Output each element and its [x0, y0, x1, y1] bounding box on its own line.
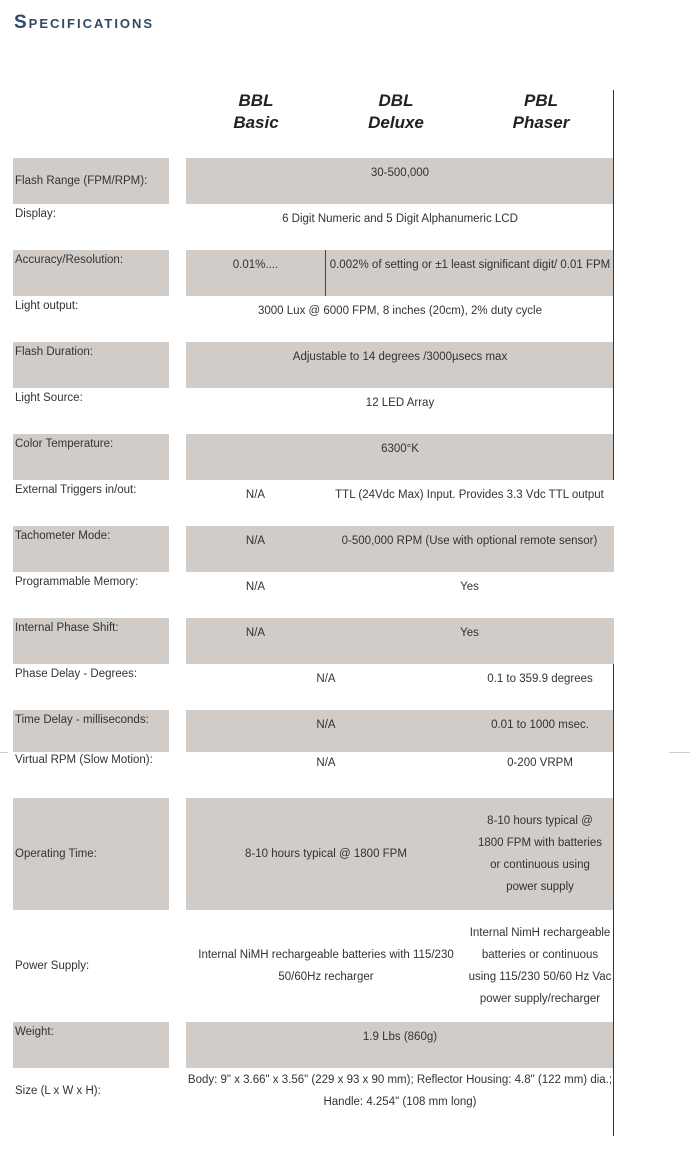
column-header-dbl: [321, 90, 471, 134]
spec-row-operating-time: [0, 798, 690, 910]
column-header-pbl: [466, 90, 616, 134]
column-header-model: PBL: [524, 91, 558, 110]
spec-value-pbl: 0.01 to 1000 msec.: [466, 710, 614, 752]
spec-value-all: 6300°K: [186, 434, 614, 480]
column-header-bbl: [181, 90, 331, 134]
spec-value-dbl-pbl: 0-500,000 RPM (Use with optional remote sensor): [325, 526, 614, 572]
spec-value-bbl: N/A: [245, 581, 266, 593]
spec-value-all: 3000 Lux @ 6000 FPM, 8 inches (20cm), 2% duty cycle: [258, 305, 542, 317]
spec-label: External Triggers in/out:: [15, 484, 137, 496]
spec-label: Time Delay - milliseconds:: [13, 710, 169, 752]
spec-label: Accuracy/Resolution:: [13, 250, 169, 296]
column-header-variant: Phaser: [512, 113, 570, 132]
spec-label: Virtual RPM (Slow Motion):: [15, 754, 153, 766]
spec-value-dbl-pbl: Yes: [460, 581, 479, 593]
spec-row-phase-delay: [0, 664, 690, 710]
spec-label: Color Temperature:: [13, 434, 169, 480]
spec-row-accuracy: [0, 250, 690, 296]
right-border-line: [613, 90, 614, 480]
spec-label: Operating Time:: [13, 798, 169, 910]
spec-label: Tachometer Mode:: [13, 526, 169, 572]
left-edge-tick: [0, 752, 8, 753]
spec-label: Size (L x W x H):: [15, 1085, 101, 1097]
page-title: Specifications: [14, 12, 155, 33]
spec-value-bbl-dbl: Internal NiMH rechargeable batteries with 115/230 50/60Hz recharger: [198, 949, 454, 983]
spec-row-flash-duration: [0, 342, 690, 388]
spec-value-bbl: 0.01%....: [186, 250, 325, 296]
spec-value-pbl: 8-10 hours typical @ 1800 FPM with batteries or continuous using power supply: [466, 798, 614, 910]
spec-label: Light output:: [15, 300, 79, 312]
spec-row-weight: [0, 1022, 690, 1068]
spec-row-display: [0, 204, 690, 250]
spec-value-pbl: 0-200 VRPM: [507, 757, 573, 769]
spec-row-power-supply: [0, 910, 690, 1022]
spec-label: Light Source:: [15, 392, 83, 404]
column-header-model: DBL: [378, 91, 414, 110]
spec-value-bbl: N/A: [245, 489, 266, 501]
spec-label: Power Supply:: [15, 960, 90, 972]
spec-label: Weight:: [13, 1022, 169, 1068]
spec-label: Phase Delay - Degrees:: [15, 668, 138, 680]
column-header-variant: Basic: [233, 113, 279, 132]
spec-label: Flash Range (FPM/RPM):: [13, 158, 169, 204]
spec-row-size: [0, 1068, 690, 1114]
spec-value-all: Body: 9" x 3.66" x 3.56" (229 x 93 x 90 mm); Reflector Housing: 4.8" (122 mm) dia.; Handle: 4.254" (108 mm long): [187, 1074, 613, 1108]
spec-value-bbl: N/A: [186, 618, 325, 664]
spec-row-light-output: [0, 296, 690, 342]
spec-label: Flash Duration:: [13, 342, 169, 388]
spec-row-time-delay: [0, 710, 690, 752]
column-header-model: BBL: [238, 91, 274, 110]
spec-value-all: 30-500,000: [186, 158, 614, 204]
spec-row-tachometer-mode: [0, 526, 690, 572]
spec-row-virtual-rpm: [0, 752, 690, 798]
spec-label: Internal Phase Shift:: [13, 618, 169, 664]
right-border-line-lower: [613, 664, 614, 1136]
spec-value-bbl-dbl: 8-10 hours typical @ 1800 FPM: [186, 798, 466, 910]
spec-row-programmable-memory: [0, 572, 690, 618]
spec-row-external-triggers: [0, 480, 690, 526]
spec-value-bbl-dbl: N/A: [316, 673, 336, 685]
spec-value-bbl-dbl: N/A: [316, 757, 336, 769]
spec-value-dbl-pbl: TTL (24Vdc Max) Input. Provides 3.3 Vdc TTL output: [335, 489, 604, 501]
spec-label: Display:: [15, 208, 56, 220]
spec-value-pbl: 0.1 to 359.9 degrees: [487, 673, 593, 685]
spec-label: Programmable Memory:: [15, 576, 139, 588]
spec-value-all: 1.9 Lbs (860g): [186, 1022, 614, 1068]
spec-row-flash-range: [0, 158, 690, 204]
spec-row-internal-phase-shift: [0, 618, 690, 664]
spec-value-all: Adjustable to 14 degrees /3000µsecs max: [186, 342, 614, 388]
spec-value-dbl-pbl: 0.002% of setting or ±1 least significant digit/ 0.01 FPM: [325, 250, 614, 296]
spec-row-color-temperature: [0, 434, 690, 480]
spec-value-bbl-dbl: N/A: [186, 710, 466, 752]
spec-row-light-source: [0, 388, 690, 434]
spec-value-dbl-pbl: Yes: [325, 618, 614, 664]
spec-value-bbl: N/A: [186, 526, 325, 572]
spec-value-pbl: Internal NimH rechargeable batteries or continuous using 115/230 50/60 Hz Vac power supply/recharger: [468, 927, 612, 1005]
column-header-variant: Deluxe: [368, 113, 424, 132]
spec-value-all: 6 Digit Numeric and 5 Digit Alphanumeric LCD: [282, 213, 518, 225]
right-edge-tick: [669, 752, 690, 753]
spec-value-all: 12 LED Array: [365, 397, 435, 409]
